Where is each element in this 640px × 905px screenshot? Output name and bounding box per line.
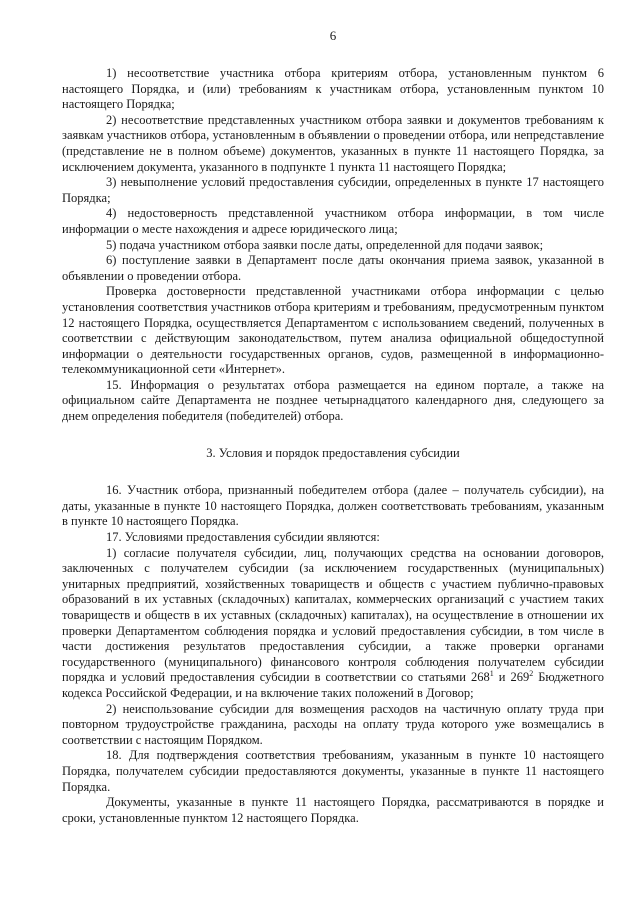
paragraph-reason-6: 6) поступление заявки в Департамент после даты окончания приема заявок, указанной в объявлении о проведении отбора. bbox=[62, 253, 604, 283]
paragraph-18: 18. Для подтверждения соответствия требованиям, указанным в пункте 10 настоящего Порядка, получателем субсидии предоставляются документы, указанные в пункте 11 настоящего Порядка. bbox=[62, 748, 604, 794]
paragraph-17-2: 2) неиспользование субсидии для возмещения расходов на частичную оплату труда при повторном трудоустройстве гражданина, расходы на оплату труда которого уже возмещались в соответствии с настоящим Порядком. bbox=[62, 701, 604, 747]
page-number: 6 bbox=[329, 28, 337, 43]
paragraph-reason-1: 1) несоответствие участника отбора критериям отбора, установленным пунктом 6 настоящего Порядка, и (или) требованиям к участникам отбора, установленным пунктом 10 настоящего Порядка; bbox=[62, 66, 604, 112]
paragraph-17-1 bbox=[62, 546, 604, 702]
paragraph-16: 16. Участник отбора, признанный победителем отбора (далее – получатель субсидии), на даты, указанные в пункте 10 настоящего Порядка, должен соответствовать требованиям, указанным в пункте 10 настоящего Порядка. bbox=[62, 483, 604, 529]
superscript-1: 1 bbox=[489, 669, 494, 679]
paragraph-17: 17. Условиями предоставления субсидии являются: bbox=[106, 530, 380, 545]
text-17-1-before: 1) согласие получателя субсидии, лиц, получающих средства на основании договоров, заключенных с получателем субсидии (за исключением государственных (муниципальных) унитарных предприятий, хозяйственных товариществ и обществ с участием публично-правовых образований в их уставных (складочных) капиталах, коммерческих организаций с участием таких товариществ и обществ в их уставных (складочных) капиталах), на осуществление в отношении их проверки Департаментом соблюдения порядка и условий предоставления субсидии, в том числе в части достижения результатов предоставления субсидии, а также проверки органами государственного (муниципального) финансового контроля соблюдения получателем субсидии порядка и условий предоставления субсидии в соответствии со статьями 268 bbox=[62, 545, 604, 685]
paragraph-documents: Документы, указанные в пункте 11 настоящего Порядка, рассматриваются в порядке и сроки, установленные пунктом 12 настоящего Порядка. bbox=[62, 795, 604, 825]
paragraph-reason-4: 4) недостоверность представленной участником отбора информации, в том числе информации о месте нахождения и адресе юридического лица; bbox=[62, 206, 604, 236]
text-17-1-mid: и 269 bbox=[493, 670, 530, 685]
paragraph-reason-2: 2) несоответствие представленных участником отбора заявки и документов требованиям к заявкам участников отбора, установленным в объявлении о проведении отбора, или непредставление (представление не в полном объеме) документов, указанных в пункте 11 настоящего Порядка, за исключением документа, указанного в подпункте 1 пункта 11 настоящего Порядка; bbox=[62, 112, 604, 174]
paragraph-reason-3: 3) невыполнение условий предоставления субсидии, определенных в пункте 17 настоящего Порядка; bbox=[62, 175, 604, 205]
paragraph-reason-5: 5) подача участником отбора заявки после даты, определенной для подачи заявок; bbox=[106, 237, 544, 252]
paragraph-verification: Проверка достоверности представленной участниками отбора информации с целью установления соответствия участников отбора критериям и требованиям, предусмотренным пунктом 12 настоящего Порядка, осуществляется Департаментом с использованием сведений, полученных в соответствии с действующим законодательством, путем анализа официальной общедоступной информации о деятельности государственных органов, судов, размещенной в информационно-телекоммуникационной сети «Интернет». bbox=[62, 284, 604, 377]
superscript-2: 2 bbox=[529, 669, 534, 679]
section-heading: 3. Условия и порядок предоставления субсидии bbox=[206, 445, 460, 460]
text-17-1-after: Бюджетного кодекса Российской Федерации, и на включение таких положений в Договор; bbox=[62, 670, 604, 700]
paragraph-15: 15. Информация о результатах отбора размещается на едином портале, а также на официальном сайте Департамента не позднее четырнадцатого календарного дня, следующего за днем определения победителя (победителей) отбора. bbox=[62, 377, 604, 424]
